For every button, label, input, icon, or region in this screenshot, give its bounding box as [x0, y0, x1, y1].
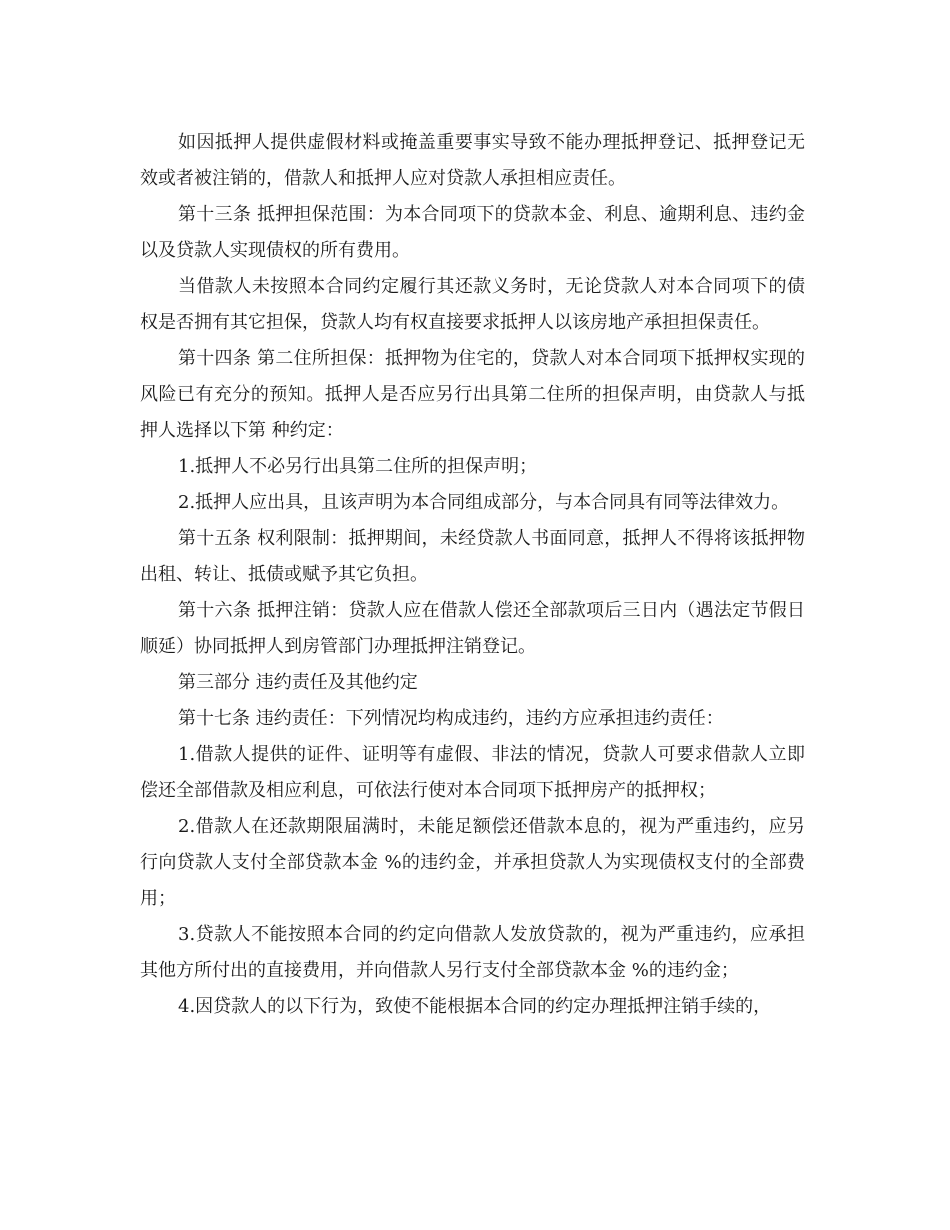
paragraph-6: 2.抵押人应出具，且该声明为本合同组成部分，与本合同具有同等法律效力。 [178, 492, 790, 513]
paragraph-12: 2.借款人在还款期限届满时，未能足额偿还借款本息的，视为严重违约，应另行向贷款人支付全部贷款本金 %的违约金，并承担贷款人为实现债权支付的全部费用； [140, 816, 805, 909]
paragraph-8: 第十六条 抵押注销：贷款人应在借款人偿还全部款项后三日内（遇法定节假日顺延）协同抵押人到房管部门办理抵押注销登记。 [140, 600, 805, 657]
paragraph-1: 如因抵押人提供虚假材料或掩盖重要事实导致不能办理抵押登记、抵押登记无效或者被注销的，借款人和抵押人应对贷款人承担相应责任。 [140, 132, 805, 189]
paragraph-13: 3.贷款人不能按照本合同的约定向借款人发放贷款的，视为严重违约，应承担其他方所付出的直接费用，并向借款人另行支付全部贷款本金 %的违约金； [140, 924, 805, 981]
paragraph-4: 第十四条 第二住所担保：抵押物为住宅的，贷款人对本合同项下抵押权实现的风险已有充分的预知。抵押人是否应另行出具第二住所的担保声明，由贷款人与抵押人选择以下第 种约定： [140, 348, 805, 441]
paragraph-5: 1.抵押人不必另行出具第二住所的担保声明； [178, 456, 538, 477]
paragraph-3: 当借款人未按照本合同约定履行其还款义务时，无论贷款人对本合同项下的债权是否拥有其它担保，贷款人均有权直接要求抵押人以该房地产承担担保责任。 [140, 276, 805, 333]
paragraph-11: 1.借款人提供的证件、证明等有虚假、非法的情况，贷款人可要求借款人立即偿还全部借款及相应利息，可依法行使对本合同项下抵押房产的抵押权； [140, 744, 805, 801]
paragraph-7: 第十五条 权利限制：抵押期间，未经贷款人书面同意，抵押人不得将该抵押物出租、转让、抵债或赋予其它负担。 [140, 528, 805, 585]
document-body [140, 125, 805, 1025]
section-heading: 第三部分 违约责任及其他约定 [178, 672, 418, 693]
paragraph-10: 第十七条 违约责任：下列情况均构成违约，违约方应承担违约责任： [178, 708, 724, 729]
paragraph-14: 4.因贷款人的以下行为，致使不能根据本合同的约定办理抵押注销手续的， [178, 996, 772, 1017]
paragraph-2: 第十三条 抵押担保范围：为本合同项下的贷款本金、利息、逾期利息、违约金以及贷款人实现债权的所有费用。 [140, 204, 805, 261]
